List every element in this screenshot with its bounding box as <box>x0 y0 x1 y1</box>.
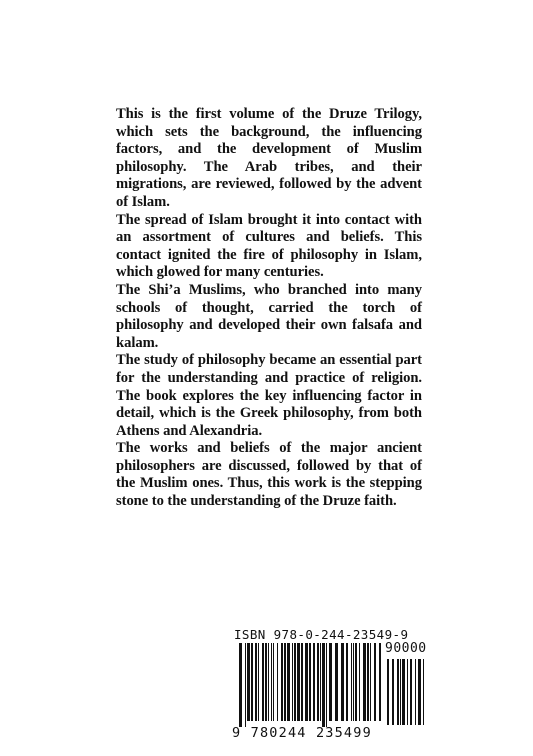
barcode-bar <box>301 643 303 721</box>
barcode-bar <box>251 643 253 721</box>
barcode-bar <box>297 643 300 721</box>
barcode-bar <box>268 643 269 721</box>
barcode-bar <box>397 659 399 725</box>
barcode-bar <box>329 643 332 721</box>
isbn-label: ISBN 978-0-244-23549-9 <box>234 627 409 642</box>
barcode-bar <box>423 659 424 725</box>
blurb-paragraph-1: This is the first volume of the Druze Trilogy, which sets the background, the influencing factors, and the development of Muslim philosophy. The Arab tribes, and their migrations, are reviewed, followed by the advent of Islam. <box>116 106 422 210</box>
barcode-bar <box>265 643 267 721</box>
barcode-bar <box>346 643 348 721</box>
barcode-bar <box>258 643 259 721</box>
addon-barcode-bars <box>386 659 426 725</box>
blurb-paragraph-5: The works and beliefs of the major ancient philosophers are discussed, followed by that of the Muslim ones. Thus, this work is the stepping stone to the understanding of the Druze faith. <box>116 440 422 510</box>
barcode-bar <box>355 643 357 721</box>
blurb-paragraph-3: The Shi’a Muslims, who branched into many schools of thought, carried the torch of philosophy and developed their own falsafa and kalam. <box>116 281 422 351</box>
barcode-bar <box>305 643 308 721</box>
barcode-bar <box>313 643 315 721</box>
barcode-bar <box>292 643 293 721</box>
barcode-bar <box>322 643 325 727</box>
barcode-bar <box>359 643 360 721</box>
barcode-bar <box>271 643 272 721</box>
price-code: 90000 <box>385 641 427 656</box>
barcode-bar <box>341 643 344 721</box>
barcode-bar <box>415 659 416 725</box>
barcode-bar <box>387 659 389 725</box>
barcode-bar <box>335 643 338 721</box>
barcode-bar <box>374 643 376 721</box>
barcode-bar <box>326 643 327 727</box>
barcode-bar <box>407 659 408 725</box>
barcode-bar <box>247 643 250 721</box>
barcode-bar <box>262 643 264 721</box>
barcode-bar <box>294 643 296 721</box>
barcode-bar <box>320 643 321 721</box>
ean-digits: 9 780244 235499 <box>232 725 372 741</box>
barcode-bar <box>379 643 381 721</box>
barcode-bar <box>351 643 352 721</box>
isbn-barcode <box>232 627 432 747</box>
barcode-bar <box>418 659 421 725</box>
barcode-bar <box>245 643 246 727</box>
barcode-bar <box>281 643 283 721</box>
barcode-bar <box>239 643 242 727</box>
barcode-bar <box>363 643 366 721</box>
barcode-bar <box>309 643 311 721</box>
barcode-bar <box>284 643 286 721</box>
blurb-paragraph-2: The spread of Islam brought it into contact with an assortment of cultures and beliefs. This contact ignited the fire of philosophy in Islam, which glowed for many centuries. <box>116 211 422 281</box>
barcode-bar <box>277 643 278 721</box>
ean-barcode-bars <box>238 643 384 727</box>
barcode-bar <box>353 643 354 721</box>
barcode-bar <box>317 643 319 721</box>
blurb-paragraph-4: The study of philosophy became an essential part for the understanding and practice of religion. The book explores the key influencing factor in detail, which is the Greek philosophy, from both Athens and Alexandria. <box>116 352 422 439</box>
back-cover-blurb <box>116 106 422 511</box>
barcode-bar <box>273 643 274 721</box>
barcode-bar <box>392 659 394 725</box>
barcode-bar <box>410 659 412 725</box>
barcode-bar <box>400 659 401 725</box>
barcode-bar <box>287 643 290 721</box>
barcode-bar <box>402 659 405 725</box>
barcode-bar <box>370 643 371 721</box>
barcode-bar <box>255 643 257 721</box>
barcode-bar <box>367 643 369 721</box>
